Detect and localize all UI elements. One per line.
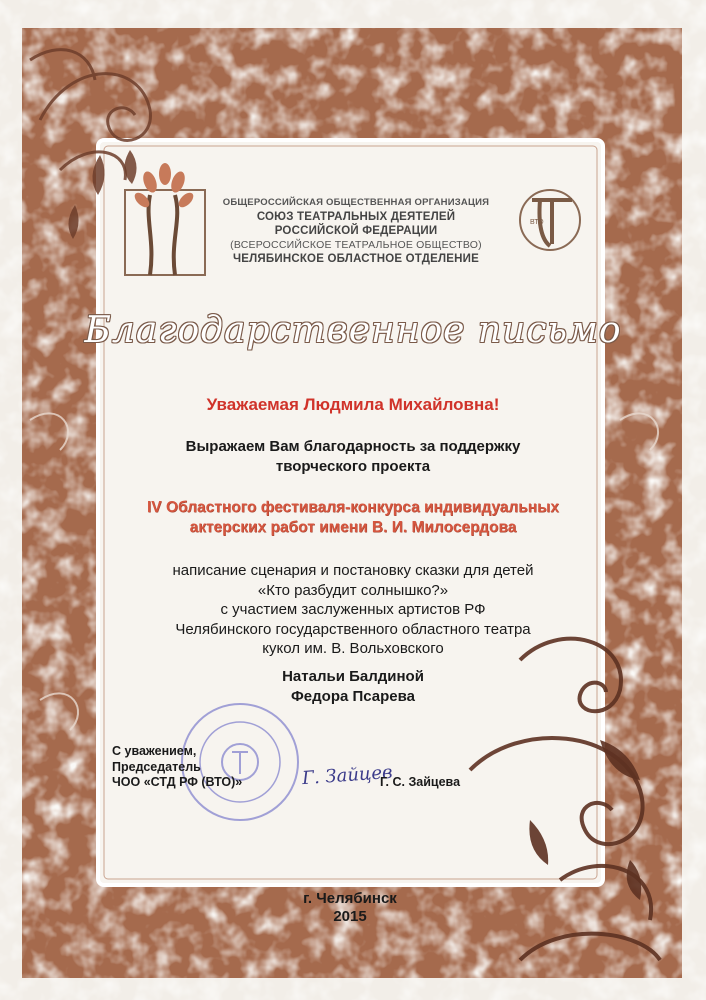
greeting: Уважаемая Людмила Михайловна! [206, 395, 500, 414]
signature-line-2: Председатель [112, 759, 201, 774]
city-year-block [250, 890, 450, 926]
year: 2015 [333, 908, 367, 925]
vto-label: ВТО [530, 219, 544, 226]
artist-2: Федора Псарева [290, 687, 416, 705]
thanks-line-2: творческого проекта [275, 458, 431, 475]
header-line-3: РОССИЙСКОЙ ФЕДЕРАЦИИ [274, 225, 438, 237]
thanks-line-1: Выражаем Вам благодарность за поддержку [185, 438, 521, 455]
artists-block [0, 667, 706, 706]
details-block [0, 561, 706, 659]
vto-emblem-icon [510, 180, 590, 260]
header-line-1: ОБЩЕРОССИЙСКАЯ ОБЩЕСТВЕННАЯ ОРГАНИЗАЦИЯ [222, 197, 490, 208]
header-line-4: (ВСЕРОССИЙСКОЕ ТЕАТРАЛЬНОЕ ОБЩЕСТВО) [230, 239, 482, 251]
certificate-title: Благодарственное письмо [84, 310, 622, 351]
details-line-5: кукол им. В. Вольховского [262, 640, 444, 657]
festival-line-1: IV Областного фестиваля-конкурса индивидуальных [147, 499, 559, 516]
details-line-4: Челябинского государственного областного театра [175, 620, 531, 638]
details-line-3: с участием заслуженных артистов РФ [220, 601, 486, 618]
header-line-2: СОЮЗ ТЕАТРАЛЬНЫХ ДЕЯТЕЛЕЙ [256, 211, 456, 223]
signature-line-1: С уважением, [112, 744, 197, 758]
header-line-5: ЧЕЛЯБИНСКОЕ ОБЛАСТНОЕ ОТДЕЛЕНИЕ [233, 253, 479, 265]
thanks-block [0, 437, 706, 477]
festival-line-2: актерских работ имени В. И. Милосердова [189, 519, 517, 536]
handwritten-signature: Г. Зайцев [301, 761, 394, 790]
signature-line-3: ЧОО «СТД РФ (ВТО)» [112, 775, 243, 789]
signatory-name: Г. С. Зайцева [380, 775, 461, 789]
artist-1: Натальи Балдиной [282, 668, 424, 685]
std-logo-icon [120, 160, 210, 280]
city: г. Челябинск [303, 890, 397, 907]
org-header [206, 196, 506, 266]
signature-block [112, 744, 242, 791]
festival-block [0, 498, 706, 538]
details-line-2: «Кто разбудит солнышко?» [257, 581, 449, 599]
details-line-1: написание сценария и постановку сказки для детей [172, 562, 534, 579]
